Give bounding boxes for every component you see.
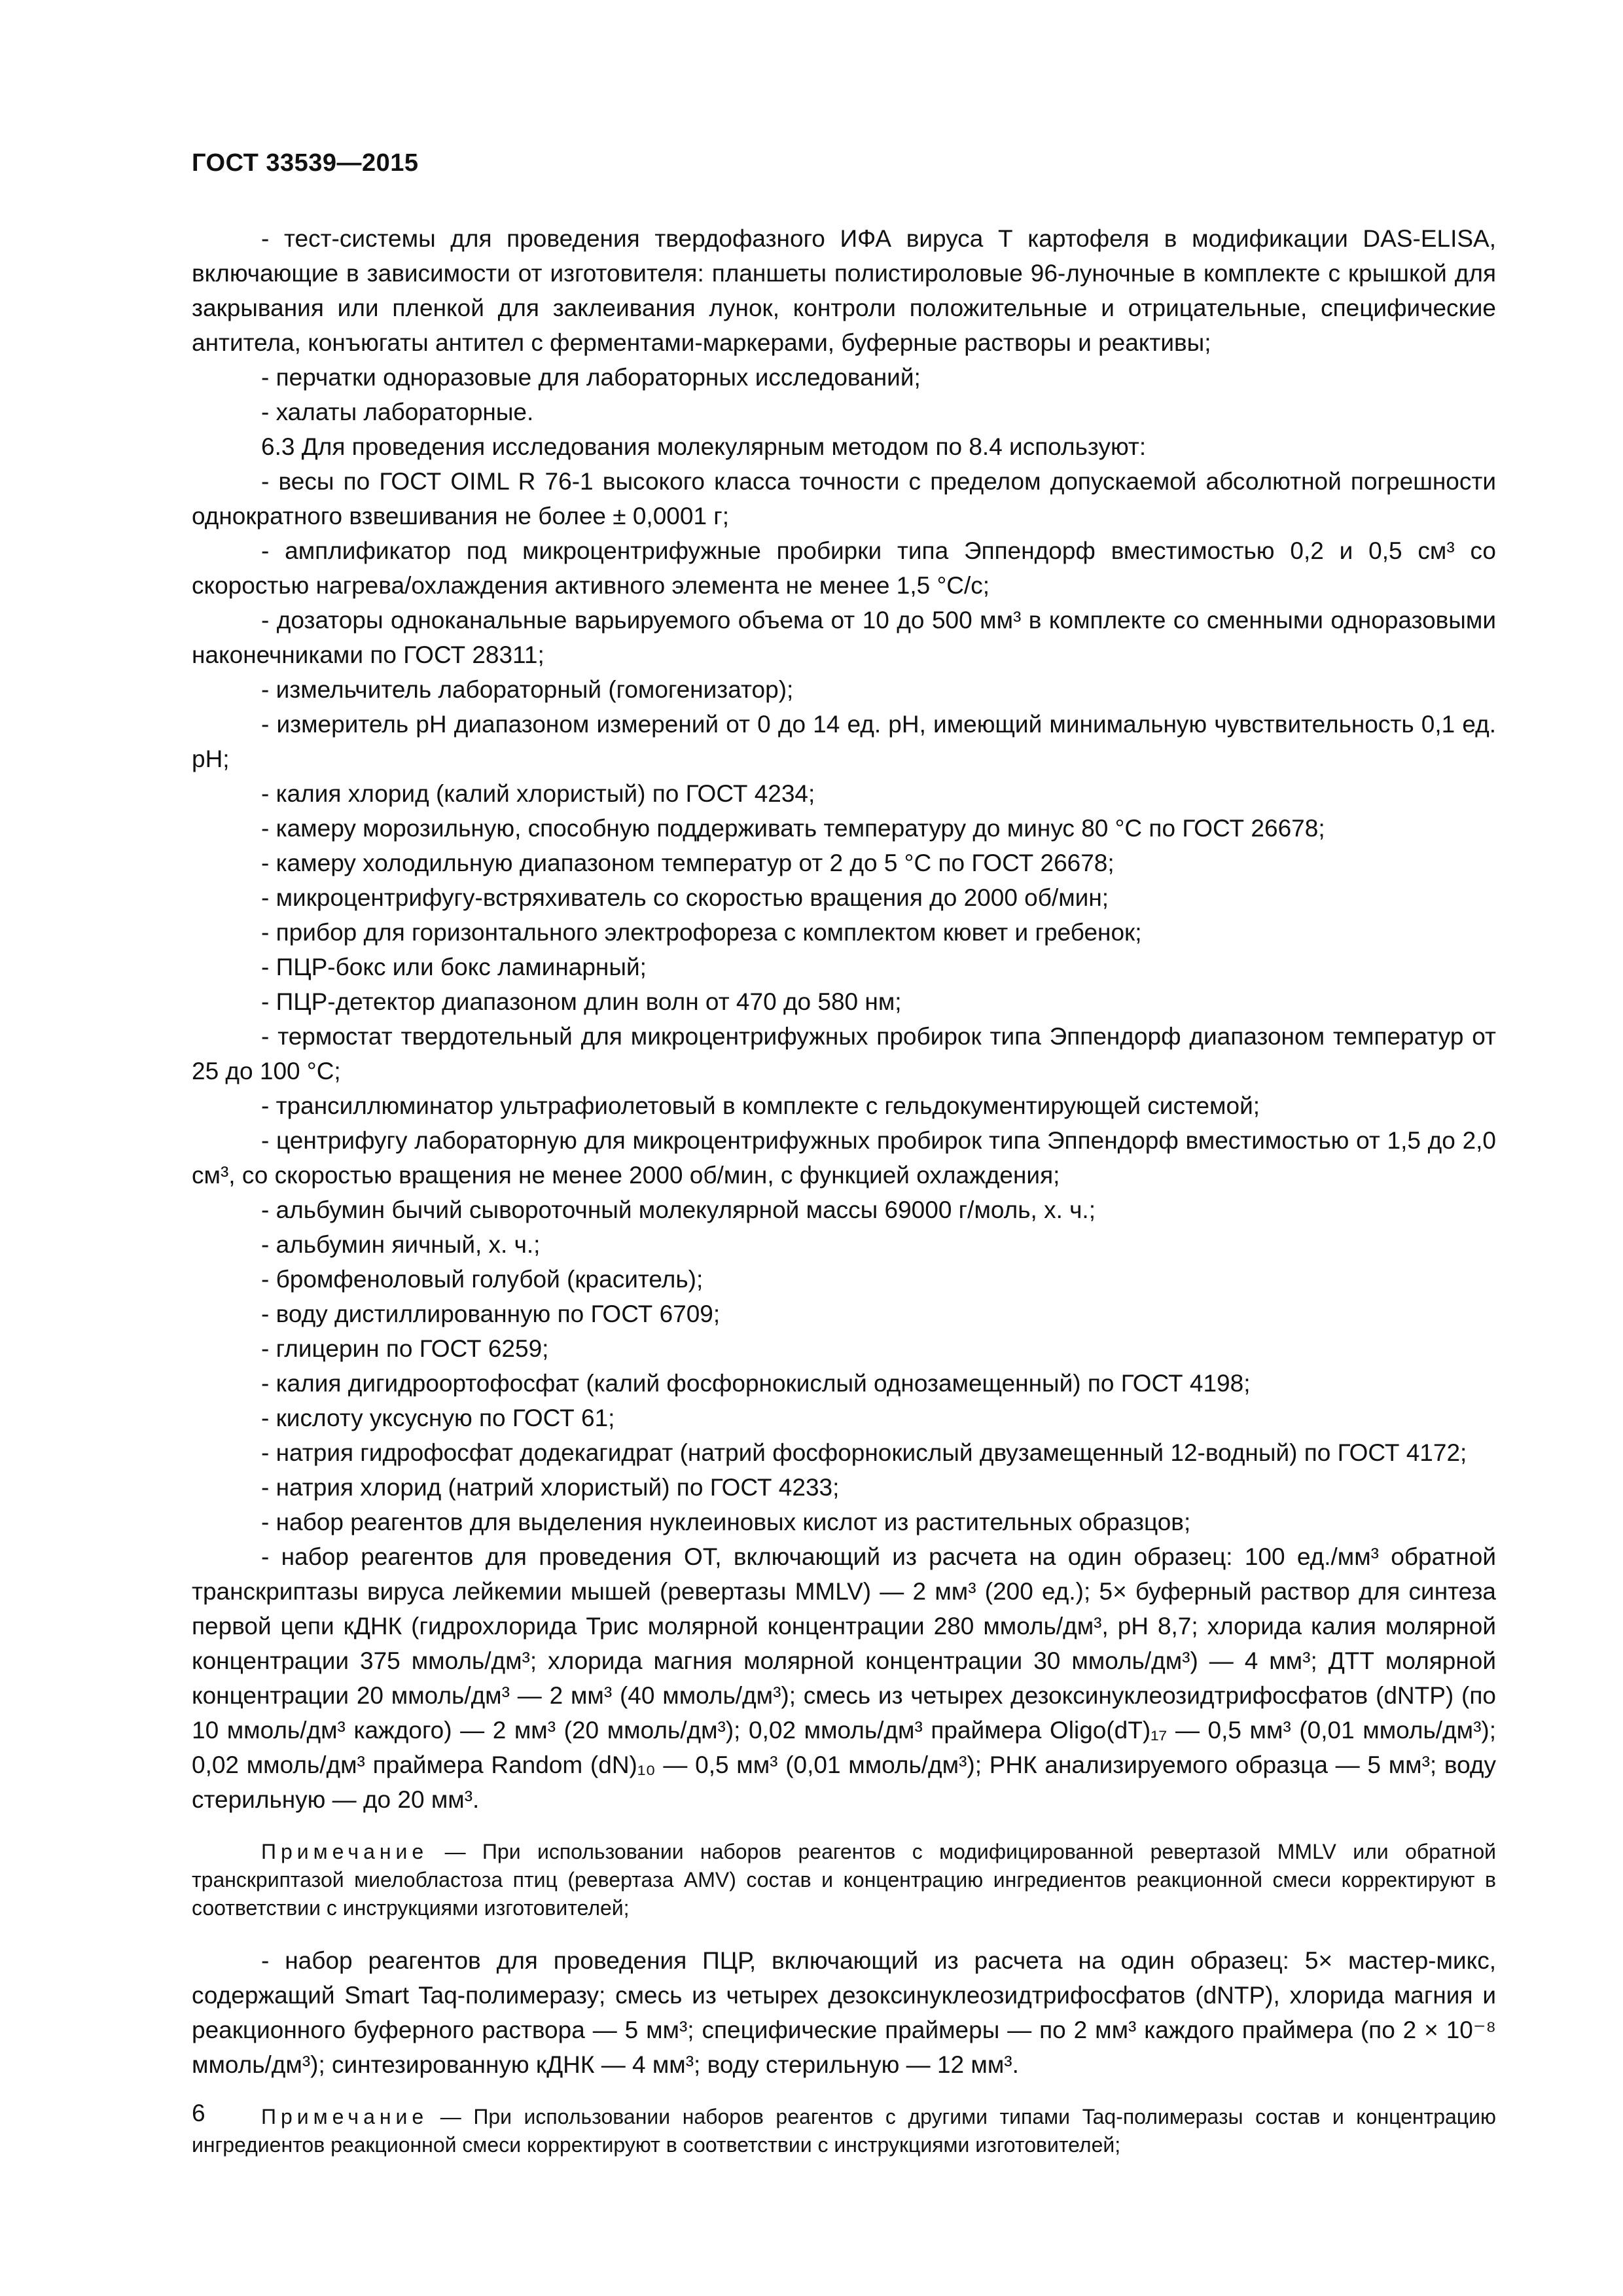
- list-item: - глицерин по ГОСТ 6259;: [261, 1335, 549, 1362]
- list-item: - набор реагентов для выделения нуклеиновых кислот из растительных образцов;: [261, 1509, 1191, 1535]
- list-item: - натрия гидрофосфат додекагидрат (натрий фосфорнокислый двузамещенный 12-водный) по ГОСТ 4172;: [261, 1439, 1467, 1466]
- list-item: - измельчитель лабораторный (гомогенизатор);: [261, 676, 794, 703]
- note-1: [192, 1838, 1496, 1922]
- list-item: - калия хлорид (калий хлористый) по ГОСТ 4234;: [261, 780, 815, 807]
- list-item: - микроцентрифугу-встряхиватель со скоростью вращения до 2000 об/мин;: [261, 884, 1109, 911]
- list-item: - ПЦР-детектор диапазоном длин волн от 470 до 580 нм;: [261, 988, 902, 1015]
- list-item: - тест-системы для проведения твердофазного ИФА вируса Т картофеля в модификации DAS-ELISA, включающие в зависимости от изготовителя: планшеты полистироловые 96-луночные в комплекте с крышкой для закрывания или пленкой для заклеивания лунок, контроли положительные и отрицательные, специфические антитела, конъюгаты антител с ферментами-маркерами, буферные растворы и реактивы;: [192, 225, 1496, 356]
- list-item: - ПЦР-бокс или бокс ламинарный;: [261, 954, 647, 980]
- section-intro: 6.3 Для проведения исследования молекулярным методом по 8.4 используют:: [261, 433, 1147, 460]
- list-item: - кислоту уксусную по ГОСТ 61;: [261, 1405, 615, 1431]
- list-item: - термостат твердотельный для микроцентрифужных пробирок типа Эппендорф диапазоном температур от 25 до 100 °С;: [192, 1023, 1496, 1085]
- list-item: - бромфеноловый голубой (краситель);: [261, 1266, 704, 1293]
- document-body: [192, 221, 1496, 2180]
- document-header: ГОСТ 33539—2015: [192, 149, 419, 177]
- note-text: — При использовании наборов реагентов с модифицированной ревертазой MMLV или обратной транскриптазой миелобластоза птиц (ревертаза AMV) состав и концентрацию ингредиентов реакционной смеси корректируют в соответствии с инструкциями изготовителей;: [192, 1840, 1496, 1920]
- list-item: - центрифугу лабораторную для микроцентрифужных пробирок типа Эппендорф вместимостью от 1,5 до 2,0 см³, со скоростью вращения не менее 2000 об/мин, с функцией охлаждения;: [192, 1127, 1496, 1189]
- note-label: Примечание: [261, 2105, 429, 2128]
- list-item: - калия дигидроортофосфат (калий фосфорнокислый однозамещенный) по ГОСТ 4198;: [261, 1370, 1251, 1397]
- list-item: - альбумин бычий сывороточный молекулярной массы 69000 г/моль, х. ч.;: [261, 1196, 1096, 1223]
- list-item: - перчатки одноразовые для лабораторных исследований;: [261, 364, 921, 391]
- list-item: - измеритель рН диапазоном измерений от 0 до 14 ед. рН, имеющий минимальную чувствительность 0,1 ед. рН;: [192, 711, 1496, 772]
- list-item: - камеру морозильную, способную поддерживать температуру до минус 80 °С по ГОСТ 26678;: [261, 815, 1325, 842]
- note-label: Примечание: [261, 1840, 429, 1863]
- list-item: - альбумин яичный, х. ч.;: [261, 1231, 541, 1258]
- list-item: - весы по ГОСТ OIML R 76-1 высокого класса точности с пределом допускаемой абсолютной погрешности однократного взвешивания не более ± 0,0001 г;: [192, 468, 1496, 529]
- page-number: 6: [192, 2100, 205, 2126]
- list-item: - воду дистиллированную по ГОСТ 6709;: [261, 1300, 721, 1327]
- note-text: — При использовании наборов реагентов с другими типами Taq-полимеразы состав и концентрацию ингредиентов реакционной смеси корректируют в соответствии с инструкциями изготовителей;: [192, 2105, 1496, 2157]
- list-item: - дозаторы одноканальные варьируемого объема от 10 до 500 мм³ в комплекте со сменными одноразовыми наконечниками по ГОСТ 28311;: [192, 607, 1496, 668]
- list-item: - прибор для горизонтального электрофореза с комплектом кювет и гребенок;: [261, 919, 1142, 946]
- list-item: - натрия хлорид (натрий хлористый) по ГОСТ 4233;: [261, 1474, 840, 1501]
- list-item: - халаты лабораторные.: [261, 399, 534, 425]
- list-item: - камеру холодильную диапазоном температур от 2 до 5 °С по ГОСТ 26678;: [261, 850, 1115, 876]
- note-2: [192, 2103, 1496, 2159]
- list-item: - амплификатор под микроцентрифужные пробирки типа Эппендорф вместимостью 0,2 и 0,5 см³ со скоростью нагрева/охлаждения активного элемента не менее 1,5 °С/с;: [192, 537, 1496, 599]
- list-item-rt-kit: - набор реагентов для проведения ОТ, включающий из расчета на один образец: 100 ед./мм³ обратной транскриптазы вируса лейкемии мышей (ревертазы MMLV) — 2 мм³ (200 ед.); 5× буферный раствор для синтеза первой цепи кДНК (гидрохлорида Трис молярной концентрации 280 ммоль/дм³, рН 8,7; хлорида калия молярной концентрации 375 ммоль/дм³; хлорида магния молярной концентрации 30 ммоль/дм³) — 4 мм³; ДТТ молярной концентрации 20 ммоль/дм³ — 2 мм³ (40 ммоль/дм³); смесь из четырех дезоксинуклеозидтрифосфатов (dNTP) (по 10 ммоль/дм³ каждого) — 2 мм³ (20 ммоль/дм³); 0,02 ммоль/дм³ праймера Oligo(dT)₁₇ — 0,5 мм³ (0,01 ммоль/дм³); 0,02 ммоль/дм³ праймера Random (dN)₁₀ — 0,5 мм³ (0,01 ммоль/дм³); РНК анализируемого образца — 5 мм³; воду стерильную — до 20 мм³.: [192, 1543, 1496, 1813]
- list-item: - трансиллюминатор ультрафиолетовый в комплекте с гельдокументирующей системой;: [261, 1092, 1260, 1119]
- list-item-pcr-kit: - набор реагентов для проведения ПЦР, включающий из расчета на один образец: 5× мастер-микс, содержащий Smart Taq-полимеразу; смесь из четырех дезоксинуклеозидтрифосфатов (dNTP), хлорида магния и реакционного буферного раствора — 5 мм³; специфические праймеры — по 2 мм³ каждого праймера (по 2 × 10⁻⁸ ммоль/дм³); синтезированную кДНК — 4 мм³; воду стерильную — 12 мм³.: [192, 1947, 1496, 2078]
